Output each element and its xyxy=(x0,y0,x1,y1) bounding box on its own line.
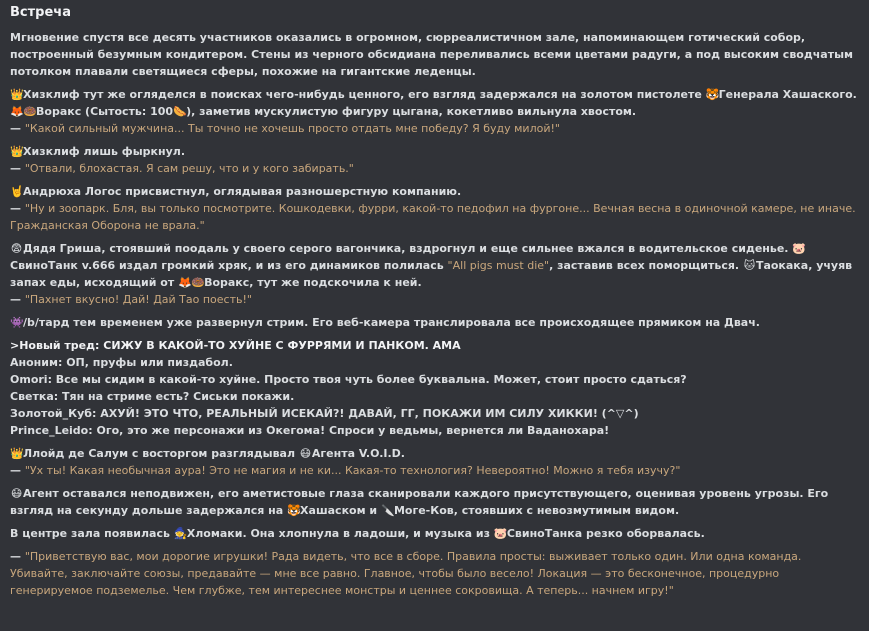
chat-line: Prince_Leido: Ого, это же персонажи из Окегома! Спроси у ведьмы, вернется ли Ваданохара! xyxy=(10,424,610,437)
donut-icon: 🍩 xyxy=(23,105,37,118)
paragraph-lloyd: 👑Ллойд де Салум с восторгом разглядывал 😷Агента V.O.I.D. — "Ух ты! Какая необычная аура! Это не магия и не ки... Какая-то технология? Невероятно! Можно я тебя изучу?" xyxy=(10,447,681,477)
song-title: "All pigs must die" xyxy=(447,259,550,272)
tiger-icon: 🐯 xyxy=(287,504,301,517)
chat-thread-title: >Новый тред: СИЖУ В КАКОЙ-ТО ХУЙНЕ С ФУРРЯМИ И ПАНКОМ. АМА xyxy=(10,339,461,352)
mask-icon: 😷 xyxy=(10,487,23,500)
cat-icon: 🐱 xyxy=(743,259,756,272)
quote-vorax: "Какой сильный мужчина... Ты точно не хочешь просто отдать мне победу? Я буду милой!" xyxy=(24,122,560,135)
paragraph-hizklif-looks: 👑Хизклиф тут же огляделся в поисках чего-нибудь ценного, его взгляд задержался на золотом пистолете 🐯Генерала Хашаского. 🦊🍩Воракс (Сытость: 100🌭), заметив мускулистую фигуру цыгана, кокетливо вильнула хвостом. — "Какой сильный мужчина... Ты точно не хочешь просто отдать мне победу? Я буду милой!" xyxy=(10,88,857,135)
mage-icon: 🧙 xyxy=(173,527,188,540)
quote-taokaka: "Пахнет вкусно! Дай! Дай Тао поесть!" xyxy=(24,293,252,306)
paragraph-andryukha: 🤘Андрюха Логос присвистнул, оглядывая разношерстную компанию. — "Ну и зоопарк. Бля, вы только посмотрите. Кошкодевки, фурри, какой-то педофил на фургоне... Вечная весна в одиночной камере, не иначе. Гражданская Оборона не врала." xyxy=(10,185,856,232)
horns-icon: 🤘 xyxy=(10,185,24,198)
sausage-icon: 🌭 xyxy=(173,105,187,118)
paragraph-hizklif-snorts: 👑Хизклиф лишь фыркнул. — "Отвали, блохастая. Я сам решу, что и у кого забирать." xyxy=(10,145,354,175)
fox-icon: 🦊 xyxy=(178,276,192,289)
quote-hizklif: "Отвали, блохастая. Я сам решу, что и у кого забирать." xyxy=(24,162,354,175)
quote-lloyd: "Ух ты! Какая необычная аура! Это не магия и не ки... Какая-то технология? Невероятно! Можно я тебя изучу?" xyxy=(24,464,681,477)
chat-log xyxy=(10,337,859,439)
chat-line: Золотой_Куб: АХУЙ! ЭТО ЧТО, РЕАЛЬНЫЙ ИСЕКАЙ?! ДАВАЙ, ГГ, ПОКАЖИ ИМ СИЛУ ХИККИ! (^▽^) xyxy=(10,407,639,420)
chat-line: Светка: Тян на стриме есть? Сиськи покажи. xyxy=(10,390,295,403)
pig-icon: 🐷 xyxy=(792,242,807,255)
mask-icon: 😷 xyxy=(299,447,312,460)
quote-andryukha: "Ну и зоопарк. Бля, вы только посмотрите. Кошкодевки, фурри, какой-то педофил на фургоне... Вечная весна в одиночной камере, не иначе. Гражданская Оборона не врала." xyxy=(10,202,856,232)
tiger-icon: 🐯 xyxy=(705,88,720,101)
paragraph-intro: Мгновение спустя все десять участников оказались в огромном, сюрреалистичном зале, напоминающем готический собор, построенный безумным кондитером. Стены из черного обсидиана переливались всеми цветами радуги, а под высоким сводчатым потолком плавали светящиеся сферы, похожие на гигантские леденцы. xyxy=(10,31,854,78)
fox-icon: 🦊 xyxy=(10,105,24,118)
pig-icon: 🐷 xyxy=(493,527,508,540)
paragraph-btard: 👾/b/тард тем временем уже развернул стрим. Его веб-камера транслировала все происходящее прямиком на Двач. xyxy=(10,316,760,329)
alien-icon: 👾 xyxy=(10,316,24,329)
chat-line: Omori: Все мы сидим в какой-то хуйне. Просто твоя чуть более буквальна. Может, стоит просто сдаться? xyxy=(10,373,687,386)
paragraph-agent: 😷Агент оставался неподвижен, его аметистовые глаза сканировали каждого присутствующего, оценивая уровень угрозы. Его взгляд на секунду дольше задержался на 🐯Хашаском и 🔪Моге-Ков, стоявших с невозмутимым видом. xyxy=(10,487,829,517)
scared-face-icon: 😨 xyxy=(10,242,23,255)
donut-icon: 🍩 xyxy=(191,276,205,289)
crown-icon: 👑 xyxy=(10,88,24,101)
paragraph-khlomaki: В центре зала появилась 🧙Хломаки. Она хлопнула в ладоши, и музыка из 🐷СвиноТанка резко оборвалась. xyxy=(10,527,705,540)
crown-icon: 👑 xyxy=(10,145,24,158)
quote-khlomaki: "Приветствую вас, мои дорогие игрушки! Рада видеть, что все в сборе. Правила просты: выживает только один. Или одна команда. Убивайте, заключайте союзы, предавайте — мне все равно. Главное, чтобы было весело! Локация — это бесконечное, процедурно генерируемое подземелье. Чем глубже, тем интереснее монстры и ценнее сокровища. А теперь... начнем игру!" xyxy=(10,550,802,597)
paragraph-khlomaki-speech: — "Приветствую вас, мои дорогие игрушки! Рада видеть, что все в сборе. Правила просты: выживает только один. Или одна команда. Убивайте, заключайте союзы, предавайте — мне все равно. Главное, чтобы было весело! Локация — это бесконечное, процедурно генерируемое подземелье. Чем глубже, тем интереснее монстры и ценнее сокровища. А теперь... начнем игру!" xyxy=(10,550,802,597)
chat-line: Аноним: ОП, пруфы или пиздабол. xyxy=(10,356,233,369)
message-title: Встреча xyxy=(10,5,71,20)
paragraph-grisha: 😨Дядя Гриша, стоявший поодаль у своего серого вагончика, вздрогнул и еще сильнее вжался в водительское сиденье. 🐷СвиноТанк v.666 издал громкий хряк, и из его динамиков полилась "All pigs must die", заставив всех поморщиться. 🐱Таокака, учуяв запах еды, исходящий от 🦊🍩Воракс, тут же подскочила к ней. — "Пахнет вкусно! Дай! Дай Тао поесть!" xyxy=(10,242,853,306)
crown-icon: 👑 xyxy=(10,447,24,460)
knife-icon: 🔪 xyxy=(380,504,395,517)
